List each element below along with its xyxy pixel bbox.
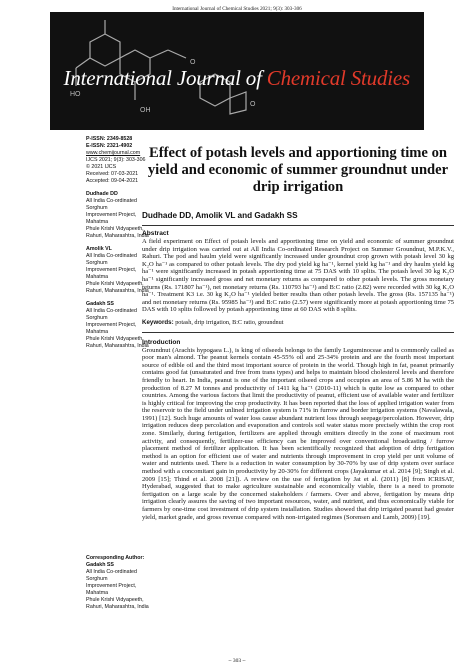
affiliation-line: Phule Krishi Vidyapeeth,	[86, 597, 144, 603]
journal-title-accent: Chemical Studies	[266, 66, 410, 90]
affiliation-line: All India Co-ordinated Sorghum	[86, 569, 137, 582]
keywords-label: Keywords:	[142, 318, 174, 326]
affiliation-line: All India Co-ordinated Sorghum	[86, 198, 137, 211]
divider	[142, 332, 454, 333]
affiliation-line: Improvement Project, Mahatma	[86, 583, 137, 596]
affiliation-line: Phule Krishi Vidyapeeth,	[86, 336, 144, 342]
keywords-text: potash, drip irrigation, B:C ratio, groundnut	[175, 318, 284, 326]
running-head: International Journal of Chemical Studies 2021; 9(3): 303-306	[172, 6, 302, 12]
affiliation-line: Rahuri, Maharashtra, India	[86, 233, 149, 239]
journal-title-main: International Journal of	[63, 66, 267, 90]
affiliation-name: Dudhade DD	[86, 191, 118, 197]
page-number: ~ 303 ~	[228, 658, 246, 664]
affiliation-line: Improvement Project, Mahatma	[86, 212, 137, 225]
affiliation-line: All India Co-ordinated Sorghum	[86, 253, 137, 266]
corresponding-author	[86, 555, 158, 611]
authors: Dudhade DD, Amolik VL and Gadakh SS	[142, 211, 298, 220]
affiliation-line: Phule Krishi Vidyapeeth,	[86, 226, 144, 232]
affiliation-name: Gadakh SS	[86, 301, 114, 307]
abstract-text: A field experiment on Effect of potash levels and apportioning time on yield and economic of summer groundnut under drip irrigation was carried out at All India Co-ordinated Research Project on Summer Groundnut, M.P.K.V., Rahuri. The pod and haulm yield were significantly increased under groundnut crop grown with potash level 30 kg K₂O ha⁻¹ as compared to other potash levels. The dry pod yield kg ha⁻¹, kernel yield kg ha⁻¹ and dry haulm yield kg ha⁻¹ were significantly increased in potash apportioning time at 75 DAS with 10 splits. The potash level 30 kg K₂O ha⁻¹ significantly increased gross and net monetary returns as compared to other potash levels. The gross monetary returns (Rs. 171807 ha⁻¹), net monetary returns (Rs. 110793 ha⁻¹) and B:C ratio (2.82) were recorded with 30 kg K₂O ha⁻¹. Treatment K3 i.e. 30 kg K₂O ha⁻¹ yielded better results than other potash levels. The gross (Rs. 157135 ha⁻¹) and net monetary returns (Rs. 95985 ha⁻¹) and B:C ratio (2.57) were significantly more at potash apportioning time 75 DAS with 10 splits followed by potash apportioning time at 60 DAS with 8 splits.	[142, 238, 454, 314]
received-date: Received: 07-03-2021	[86, 171, 139, 177]
introduction-heading: Introduction	[142, 338, 181, 346]
corresponding-name: Gadakh SS	[86, 562, 114, 568]
journal-link[interactable]: www.chemijournal.com	[86, 150, 141, 156]
journal-title	[64, 66, 410, 91]
accepted-date: Accepted: 09-04-2021	[86, 178, 139, 184]
affiliation-line: Rahuri, Maharashtra, India	[86, 604, 149, 610]
journal-banner	[50, 12, 424, 130]
divider	[142, 225, 454, 226]
svg-text:HO: HO	[70, 91, 81, 98]
affiliation-line: Rahuri, Maharashtra, India	[86, 288, 149, 294]
p-issn: P-ISSN: 2349-8528	[86, 136, 133, 142]
paper-title: Effect of potash levels and apportioning time on yield and economic of summer groundnut under drip irrigation	[147, 145, 449, 195]
keywords	[142, 319, 454, 327]
affiliation-line: Improvement Project, Mahatma	[86, 322, 137, 335]
abstract-heading: Abstract	[142, 230, 169, 237]
affiliation-line: All India Co-ordinated Sorghum	[86, 308, 137, 321]
introduction-text: Groundnut (Arachis hypogaea L.), is king of oilseeds belongs to the family Leguminoceae and is commonly called as poor man's almond. The peanut kernels contain 45-55% oil and 25-34% protein and are the fourth most important source of edible oil and the third most important source of protein in the world. Though high in fat, peanut primarily contains good fat (unsaturated and free from trans types) and helps to maintain blood cholesterol levels and therefore friendly to heart. In India, peanut is one of the important oilseed crops and occupies an area of 5.86 M ha with the production of 8.27 M tonnes and productivity of 1411 kg ha⁻¹ (2010-11) which is quite low as compared to other countries. Among the various factors that limit the productivity of peanut, efficient use of available water and fertilizer is highly critical for improving the crop productivity. It has been reported that the loss of applied irrigation water from the reservoir to the field under unlined irrigation system is 71% in furrow and border irrigation systems (Navalawala, 1991) [12]. Such huge amounts of water loss cause abundant nutrient loss through seepage/percolation. However, drip irrigation reduces deep percolation and evaporation and controls soil water status more precisely within the crop root zone. Similarly, during fertigation, fertilizers are applied through emitters directly in the zone of maximum root activity, and consequently, fertilizer-use efficiency can be improved over conventional broadcasting / furrow placement method of fertilizer application. It has been scientifically recognized that adoption of drip fertigation method is an option for efficient use of water and nutrients through improvement in crop yield per unit volume of water and nutrients used. There is a reduction in water consumption by 30-70% by use of drip system over surface method with a concomitant gain in productivity by 20-30% for different crops (Jayakumar et al. 2014 [9]; Singh et al. 2009 [15]; Thind et al. 2008 [21]). A review on the use of fertigation by Jat et al. (2011) [8] from ICRISAT, Hyderabad, suggested that to make agriculture sustainable and economically viable, there is a need to promote fertigation on a large scale by the concerned stakeholders / farmers. Over and above, fertigation by means drip irrigation clearly assures the saving of two important resources, water, and nutrient, and thus economically viable for farmers by one-time cost investment of drip system installation. Studies showed that drip irrigated peanut had greater yield, market grade, and gross revenue compared with non-irrigated regimes (Sorensen and Lamb, 2009) [19].	[142, 346, 454, 521]
svg-text:O: O	[250, 101, 256, 108]
copyright: © 2021 IJCS	[86, 164, 117, 170]
affiliation-line: Rahuri, Maharashtra, India	[86, 343, 149, 349]
volume-info: IJCS 2021; 9(3): 303-306	[86, 157, 146, 163]
affiliation-line: Improvement Project, Mahatma	[86, 267, 137, 280]
article-main	[142, 145, 454, 521]
corresponding-heading: Corresponding Author:	[86, 555, 145, 561]
affiliation-line: Phule Krishi Vidyapeeth,	[86, 281, 144, 287]
e-issn: E-ISSN: 2321-4902	[86, 143, 133, 149]
svg-text:O: O	[190, 59, 196, 66]
affiliation-name: Amolik VL	[86, 246, 112, 252]
svg-text:OH: OH	[140, 107, 151, 114]
